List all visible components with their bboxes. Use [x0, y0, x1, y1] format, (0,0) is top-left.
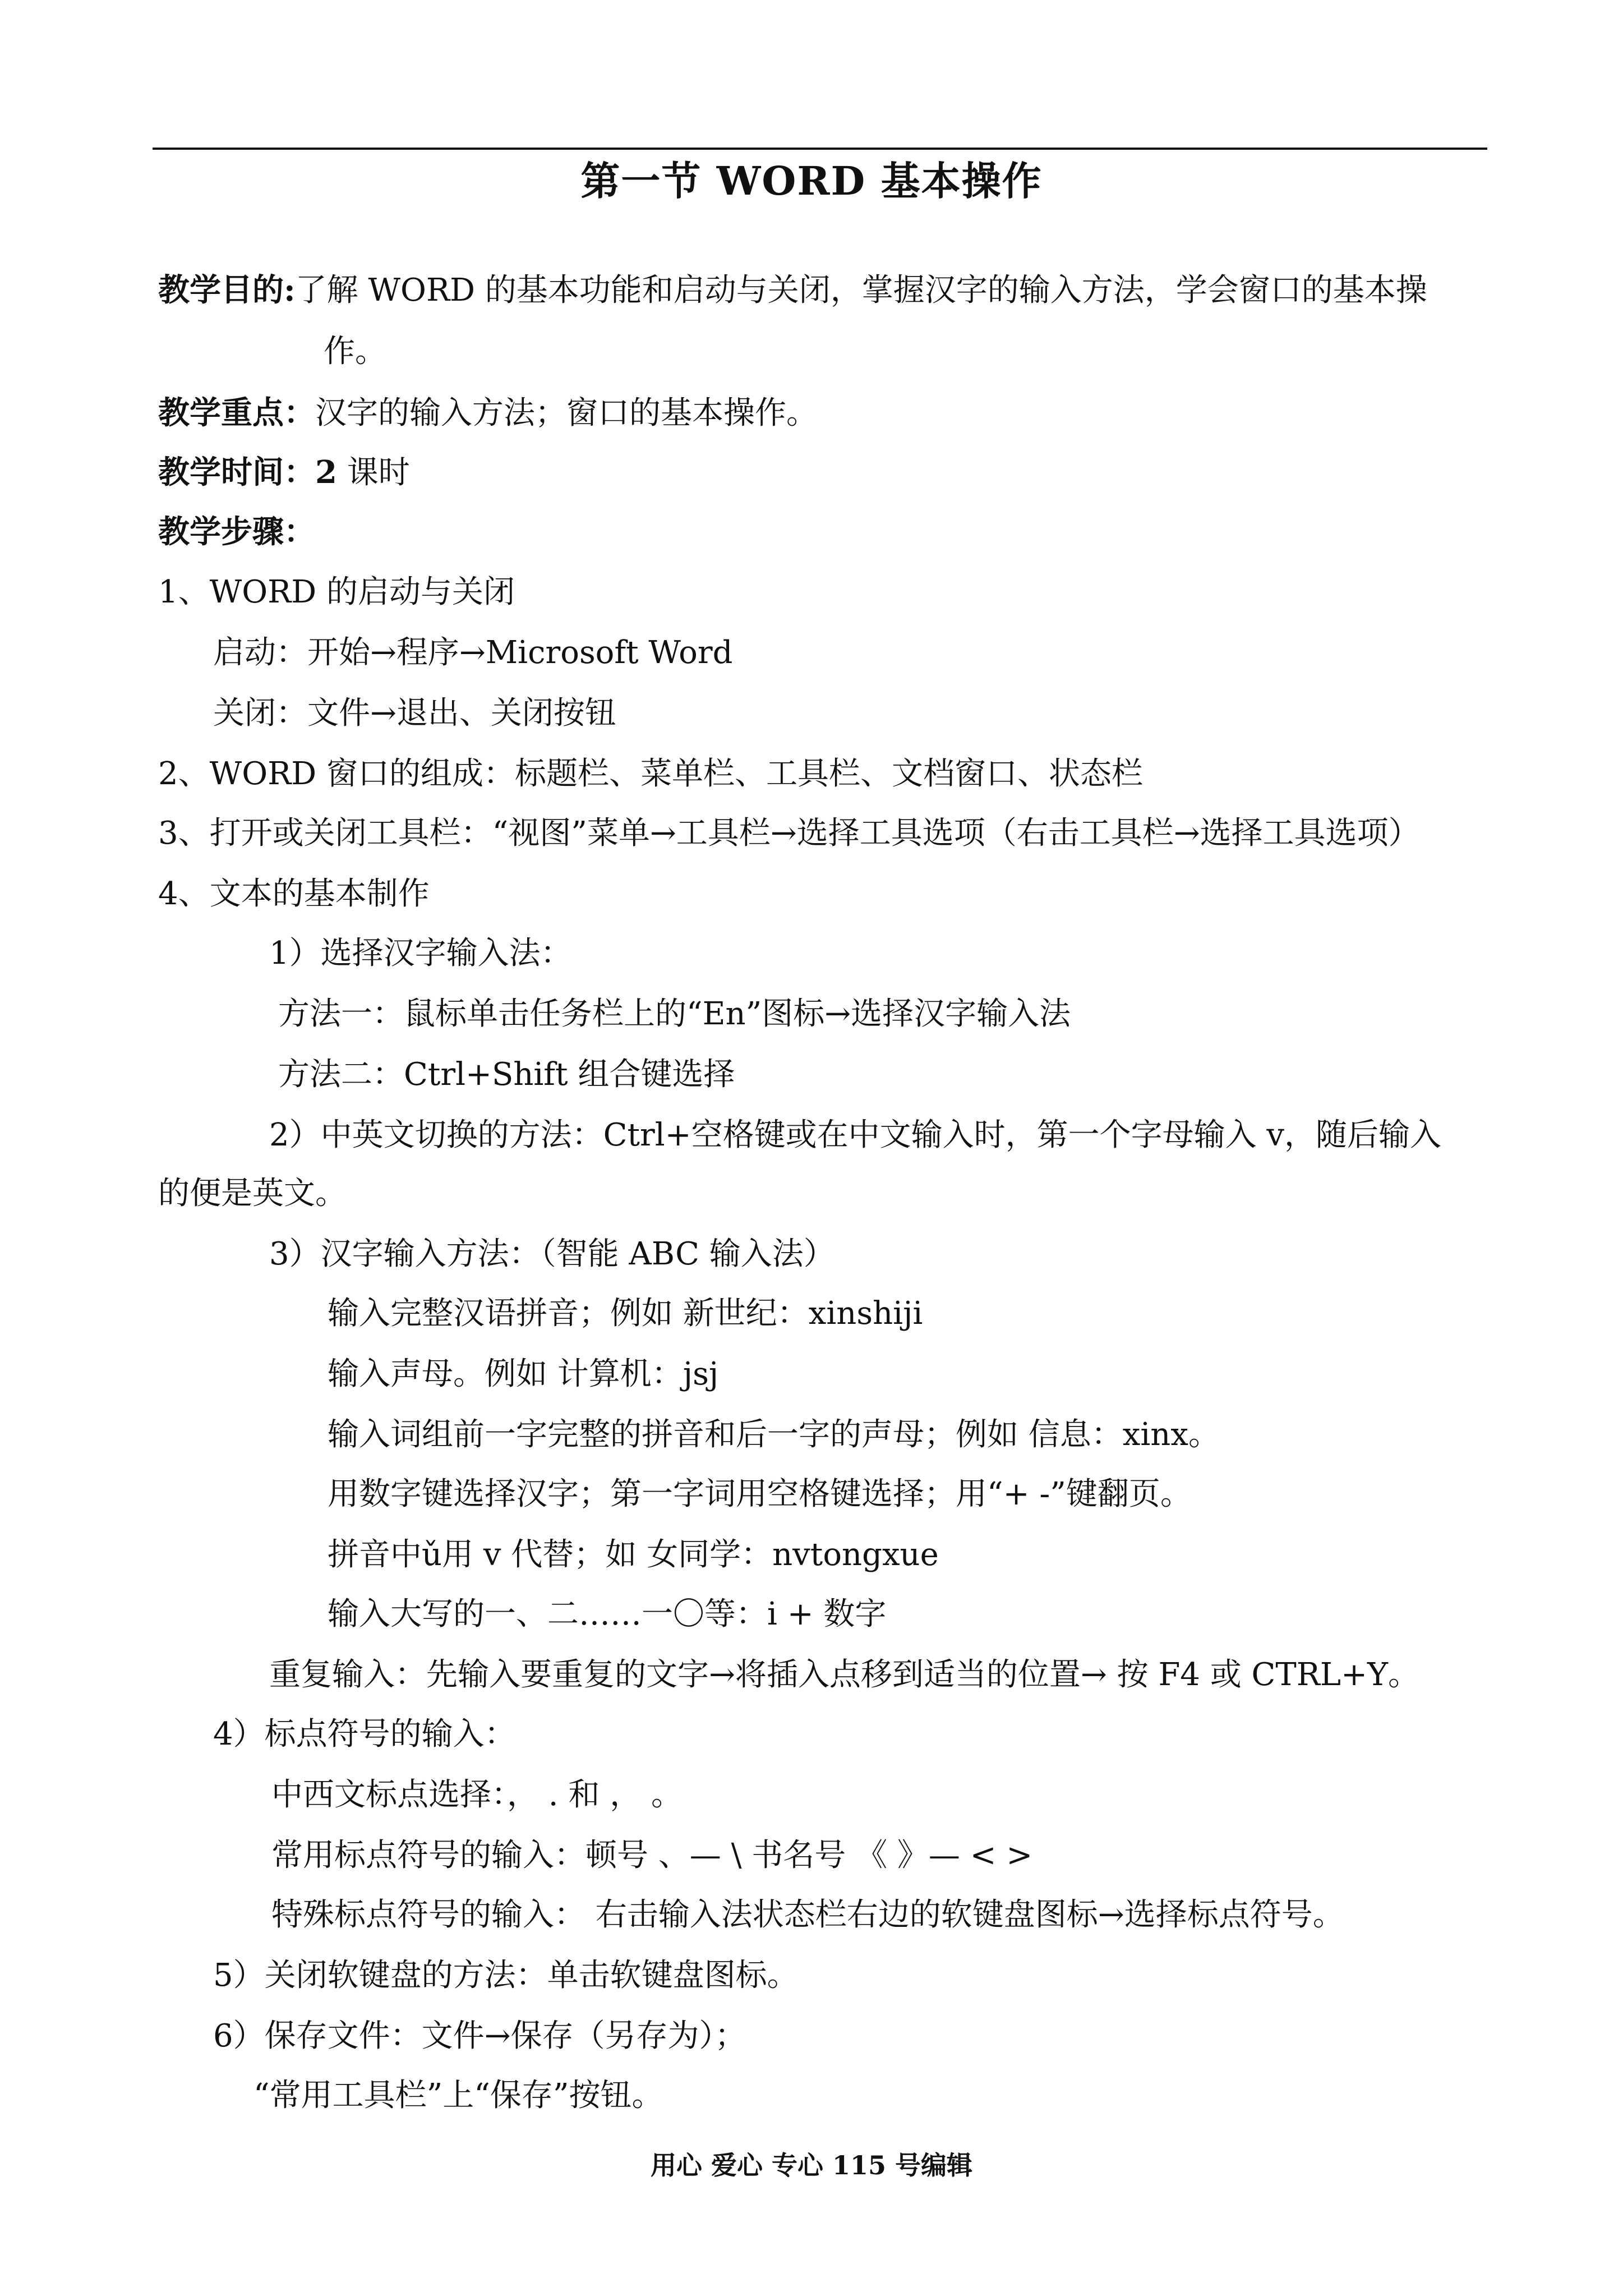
step-4-1-method-1: 方法一：鼠标单击任务栏上的“En”图标→选择汉字输入法: [278, 996, 1071, 1032]
punct-common: 常用标点符号的输入：顿号 、— \ 书名号 《 》— < >: [271, 1837, 1033, 1874]
step-4-1: 1）选择汉字输入法：: [269, 935, 572, 972]
step-4-2-cont: 的便是英文。: [158, 1175, 347, 1212]
page-footer: 用心 爱心 专心 115 号编辑: [650, 2150, 973, 2180]
step-4-6-cont: “常用工具栏”上“保存”按钮。: [253, 2077, 663, 2114]
step-4-4: 4）标点符号的输入：: [213, 1716, 516, 1752]
punct-select: 中西文标点选择：， . 和 ， 。: [271, 1777, 683, 1813]
objective-continuation: 作。: [324, 333, 386, 370]
objective-label: 教学目的:: [158, 272, 296, 309]
key-label: 教学重点：: [158, 394, 315, 431]
page-title: 第一节 WORD 基本操作: [580, 158, 1043, 204]
step-4-5: 5）关闭软键盘的方法：单击软键盘图标。: [213, 1957, 799, 1994]
time-label: 教学时间：2: [158, 454, 337, 491]
input-rule-4: 用数字键选择汉字；第一字词用空格键选择；用“+ -”键翻页。: [328, 1476, 1192, 1512]
time-line: [158, 450, 410, 495]
step-3: 3、打开或关闭工具栏：“视图”菜单→工具栏→选择工具选项（右击工具栏→选择工具选项）: [158, 815, 1420, 852]
steps-label: 教学步骤：: [158, 513, 315, 550]
step-4-3: 3）汉字输入方法：（智能 ABC 输入法）: [269, 1236, 835, 1272]
step-1-start: 启动：开始→程序→Microsoft Word: [213, 634, 733, 671]
header-rule: [153, 148, 1487, 150]
input-rule-1: 输入完整汉语拼音；例如 新世纪：xinshiji: [328, 1295, 923, 1332]
key-point-line: [158, 390, 818, 435]
input-rule-2: 输入声母。例如 计算机：jsj: [328, 1356, 719, 1392]
key-text: 汉字的输入方法；窗口的基本操作。: [315, 395, 818, 431]
objective-line: [158, 268, 1427, 312]
input-rule-5: 拼音中ǔ用 v 代替；如 女同学：nvtongxue: [328, 1536, 939, 1573]
step-4: 4、文本的基本制作: [158, 876, 430, 912]
step-2: 2、WORD 窗口的组成：标题栏、菜单栏、工具栏、文档窗口、状态栏: [158, 756, 1143, 792]
step-4-6: 6）保存文件：文件→保存（另存为）；: [213, 2018, 746, 2054]
step-4-2: 2）中英文切换的方法：Ctrl+空格键或在中文输入时，第一个字母输入 v，随后输入: [269, 1117, 1442, 1153]
objective-text: 了解 WORD 的基本功能和启动与关闭，掌握汉字的输入方法，学会窗口的基本操: [295, 272, 1427, 309]
step-1-close: 关闭：文件→退出、关闭按钮: [213, 695, 616, 731]
input-rule-3: 输入词组前一字完整的拼音和后一字的声母；例如 信息：xinx。: [328, 1416, 1220, 1453]
step-1: 1、WORD 的启动与关闭: [158, 574, 515, 610]
step-4-1-method-2: 方法二：Ctrl+Shift 组合键选择: [278, 1056, 735, 1093]
time-text: 课时: [336, 454, 410, 491]
input-rule-6: 输入大写的一、二……一〇等：i + 数字: [328, 1596, 887, 1632]
punct-special: 特殊标点符号的输入： 右击输入法状态栏右边的软键盘图标→选择标点符号。: [271, 1897, 1344, 1933]
repeat-input: 重复输入：先输入要重复的文字→将插入点移到适当的位置→ 按 F4 或 CTRL+Y。: [269, 1657, 1419, 1693]
